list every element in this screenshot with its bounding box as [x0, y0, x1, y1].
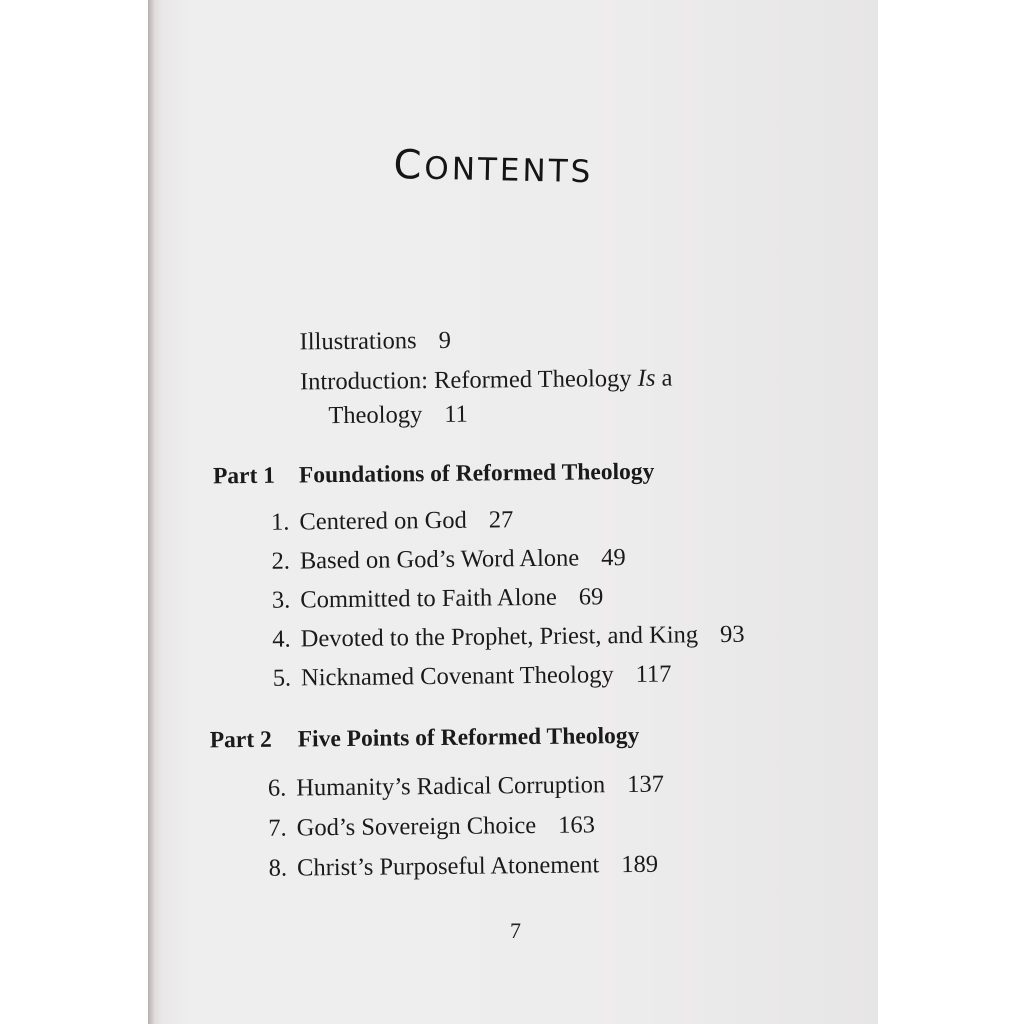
chapter-title: God’s Sovereign Choice: [296, 811, 537, 842]
chapter-page: 93: [719, 620, 745, 649]
book-page: [148, 0, 878, 1024]
table-of-contents: [148, 0, 878, 1024]
chapter-title: Committed to Faith Alone: [300, 583, 557, 614]
chapter-number: 3.: [271, 586, 291, 614]
toc-entry-title-emphasis: Is: [637, 364, 656, 392]
chapter-title: Centered on God: [299, 506, 467, 536]
toc-entry-title-part2: a: [655, 364, 673, 392]
chapter-page: 137: [627, 770, 665, 799]
chapter-page: 117: [635, 660, 672, 688]
chapter-number: 1.: [270, 508, 290, 536]
chapter-page: 49: [601, 544, 626, 572]
toc-entry-illustrations: [299, 327, 451, 357]
background-left: [0, 0, 148, 1024]
chapter-page: 69: [578, 583, 604, 611]
page-number: 7: [510, 918, 521, 943]
chapter-number: 8.: [268, 854, 288, 882]
part-title: Five Points of Reformed Theology: [297, 722, 640, 753]
page-title-rest: ONTENTS: [424, 150, 594, 191]
part-label: Part 1: [212, 462, 276, 490]
chapter-title: Based on God’s Word Alone: [299, 544, 580, 575]
chapter-title: Humanity’s Radical Corruption: [296, 771, 606, 802]
chapter-page: 163: [558, 811, 596, 839]
toc-entry-title-continued: Theology: [328, 401, 423, 430]
chapter-title: Nicknamed Covenant Theology: [300, 661, 614, 692]
toc-entry-introduction: [300, 365, 673, 397]
toc-entry-page: 9: [438, 326, 452, 354]
toc-chapter-2: [254, 544, 626, 576]
background-right: [878, 0, 1024, 1024]
toc-entry-title: Illustrations: [299, 327, 417, 356]
toc-chapter-7: [251, 811, 596, 843]
toc-chapter-3: [254, 583, 603, 615]
toc-entry-introduction-cont: [328, 401, 468, 430]
chapter-page: 189: [621, 850, 659, 879]
toc-chapter-6: [250, 771, 664, 803]
toc-chapter-5: [255, 661, 672, 693]
chapter-number: 6.: [267, 774, 287, 802]
chapter-number: 4.: [272, 625, 291, 653]
chapter-number: 5.: [272, 664, 292, 692]
part-title: Foundations of Reformed Theology: [298, 458, 655, 489]
toc-chapter-8: [251, 851, 658, 883]
chapter-title: Christ’s Purposeful Atonement: [296, 851, 600, 882]
toc-chapter-1: [253, 506, 513, 537]
page-title-initial: C: [393, 142, 425, 189]
toc-entry-page: 11: [444, 400, 468, 428]
part-label: Part 2: [209, 726, 272, 754]
chapter-title: Devoted to the Prophet, Priest, and King: [300, 621, 699, 653]
chapter-number: 7.: [268, 814, 287, 842]
toc-entry-title-part1: Introduction: Reformed Theology: [299, 364, 638, 396]
chapter-page: 27: [488, 506, 514, 534]
chapter-number: 2.: [271, 547, 291, 575]
toc-chapter-4: [255, 621, 745, 654]
